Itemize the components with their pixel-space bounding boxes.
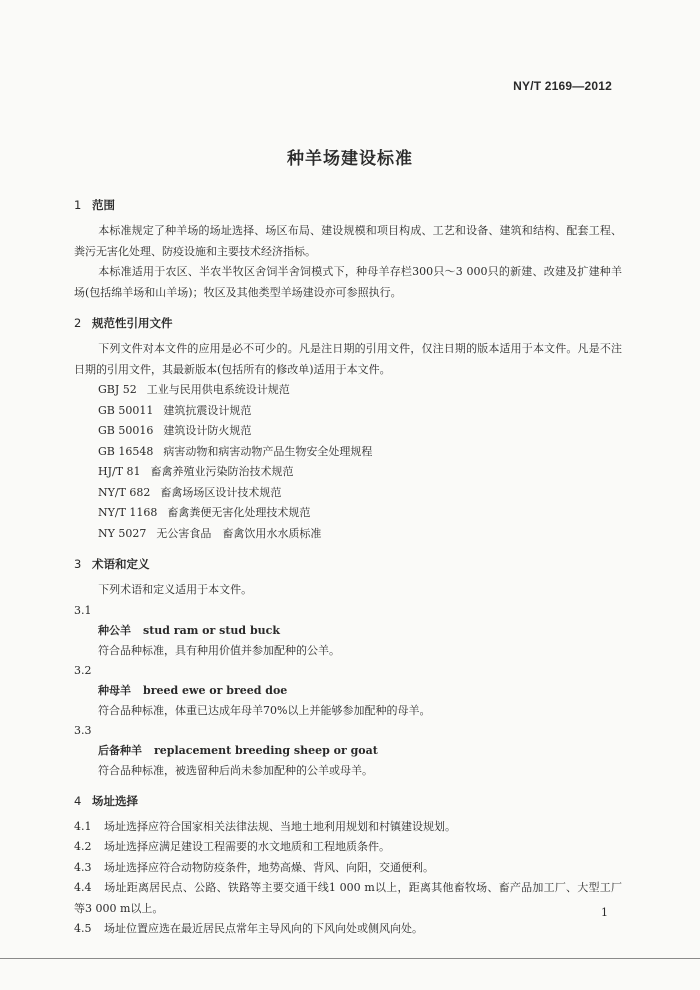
clause-text: 场址选择应符合国家相关法律法规、当地土地利用规划和村镇建设规划。 — [104, 819, 456, 833]
ref-title: 无公害食品 畜禽饮用水水质标准 — [156, 526, 322, 540]
clause-number: 4.2 — [74, 840, 92, 853]
section-heading-scope — [74, 195, 622, 215]
ref-title: 畜禽场场区设计技术规范 — [160, 485, 282, 499]
clause-text: 场址选择应满足建设工程需要的水文地质和工程地质条件。 — [104, 840, 390, 853]
term-definition: 符合品种标准，被选留种后尚未参加配种的公羊或母羊。 — [98, 763, 373, 777]
term-definition: 符合品种标准，具有种用价值并参加配种的公羊。 — [98, 643, 340, 657]
section-heading-refs — [74, 313, 622, 333]
ref-code: GBJ 52 — [98, 383, 137, 396]
term-number: 3.3 — [74, 723, 92, 737]
section-heading-site — [74, 791, 622, 811]
term-name — [74, 741, 622, 761]
term-name — [74, 681, 622, 701]
ref-title: 畜禽粪便无害化处理技术规范 — [167, 506, 311, 519]
section-number: 1 — [74, 198, 82, 212]
term-number: 3.2 — [74, 663, 92, 677]
paragraph: 本标准适用于农区、半农半牧区舍饲半舍饲模式下，种母羊存栏300只～3 000只的新建、改建及扩建种羊场(包括绵羊场和山羊场)；牧区及其他类型羊场建设亦可参照执行。 — [74, 265, 622, 299]
page-number: 1 — [601, 906, 608, 919]
clause-text: 场址选择应符合动物防疫条件，地势高燥、背风、向阳，交通便利。 — [104, 860, 434, 874]
section-title: 规范性引用文件 — [92, 316, 173, 330]
clause — [74, 837, 622, 858]
clause — [74, 878, 622, 919]
ref-title: 建筑抗震设计规范 — [163, 403, 252, 417]
clause-number: 4.1 — [74, 819, 92, 833]
list-item — [74, 462, 622, 483]
document-body — [74, 195, 622, 940]
term-en: stud ram or stud buck — [143, 623, 280, 637]
ref-title: 畜禽养殖业污染防治技术规范 — [150, 465, 294, 478]
ref-title: 工业与民用供电系统设计规范 — [146, 383, 290, 396]
list-item — [74, 524, 622, 545]
list-item — [74, 442, 622, 463]
section-heading-terms — [74, 554, 622, 574]
section-number: 3 — [74, 557, 82, 571]
term-cn: 种母羊 — [98, 683, 131, 697]
ref-code: NY 5027 — [98, 526, 147, 540]
ref-code: NY/T 682 — [98, 485, 151, 499]
paragraph: 下列术语和定义适用于本文件。 — [98, 583, 253, 596]
list-item — [74, 421, 622, 442]
ref-code: HJ/T 81 — [98, 465, 141, 478]
section-title: 范围 — [92, 198, 115, 212]
section-title: 术语和定义 — [92, 557, 150, 571]
list-item — [74, 380, 622, 401]
list-item — [74, 483, 622, 504]
paragraph: 本标准规定了种羊场的场址选择、场区布局、建设规模和项目构成、工艺和设备、建筑和结构、配套工程、粪污无害化处理、防疫设施和主要技术经济指标。 — [74, 224, 622, 258]
page-title: 种羊场建设标准 — [287, 149, 413, 169]
ref-code: NY/T 1168 — [98, 506, 158, 519]
clause-number: 4.4 — [74, 881, 92, 894]
clause — [74, 817, 622, 838]
ref-title: 建筑设计防火规范 — [163, 424, 252, 437]
clause-number: 4.5 — [74, 922, 92, 935]
ref-code: GB 50016 — [98, 424, 154, 437]
list-item — [74, 401, 622, 422]
term-definition: 符合品种标准，体重已达成年母羊70%以上并能够参加配种的母羊。 — [98, 703, 431, 717]
clause — [74, 858, 622, 879]
clause-text: 场址位置应选在最近居民点常年主导风向的下风向处或侧风向处。 — [104, 922, 423, 935]
term-name — [74, 621, 622, 641]
section-title: 场址选择 — [92, 793, 138, 808]
reference-list — [74, 380, 622, 544]
term-cn: 种公羊 — [98, 623, 131, 637]
ref-code: GB 16548 — [98, 444, 154, 458]
paragraph: 下列文件对本文件的应用是必不可少的。凡是注日期的引用文件，仅注日期的版本适用于本文件。凡是不注日期的引用文件，其最新版本(包括所有的修改单)适用于本文件。 — [74, 342, 622, 376]
document-number: NY/T 2169—2012 — [513, 79, 612, 93]
section-number: 4 — [74, 793, 82, 808]
term-number: 3.1 — [74, 603, 92, 617]
ref-title: 病害动物和病害动物产品生物安全处理规程 — [163, 444, 373, 458]
clause-number: 4.3 — [74, 860, 92, 874]
ref-code: GB 50011 — [98, 403, 154, 417]
section-number: 2 — [74, 316, 82, 330]
clause — [74, 919, 622, 940]
term-en: replacement breeding sheep or goat — [154, 743, 378, 757]
clause-text: 场址距离居民点、公路、铁路等主要交通干线1 000 m以上，距离其他畜牧场、畜产品加工厂、大型工厂等3 000 m以上。 — [74, 881, 622, 915]
term-en: breed ewe or breed doe — [143, 683, 288, 697]
term-cn: 后备种羊 — [98, 743, 142, 757]
list-item — [74, 503, 622, 524]
